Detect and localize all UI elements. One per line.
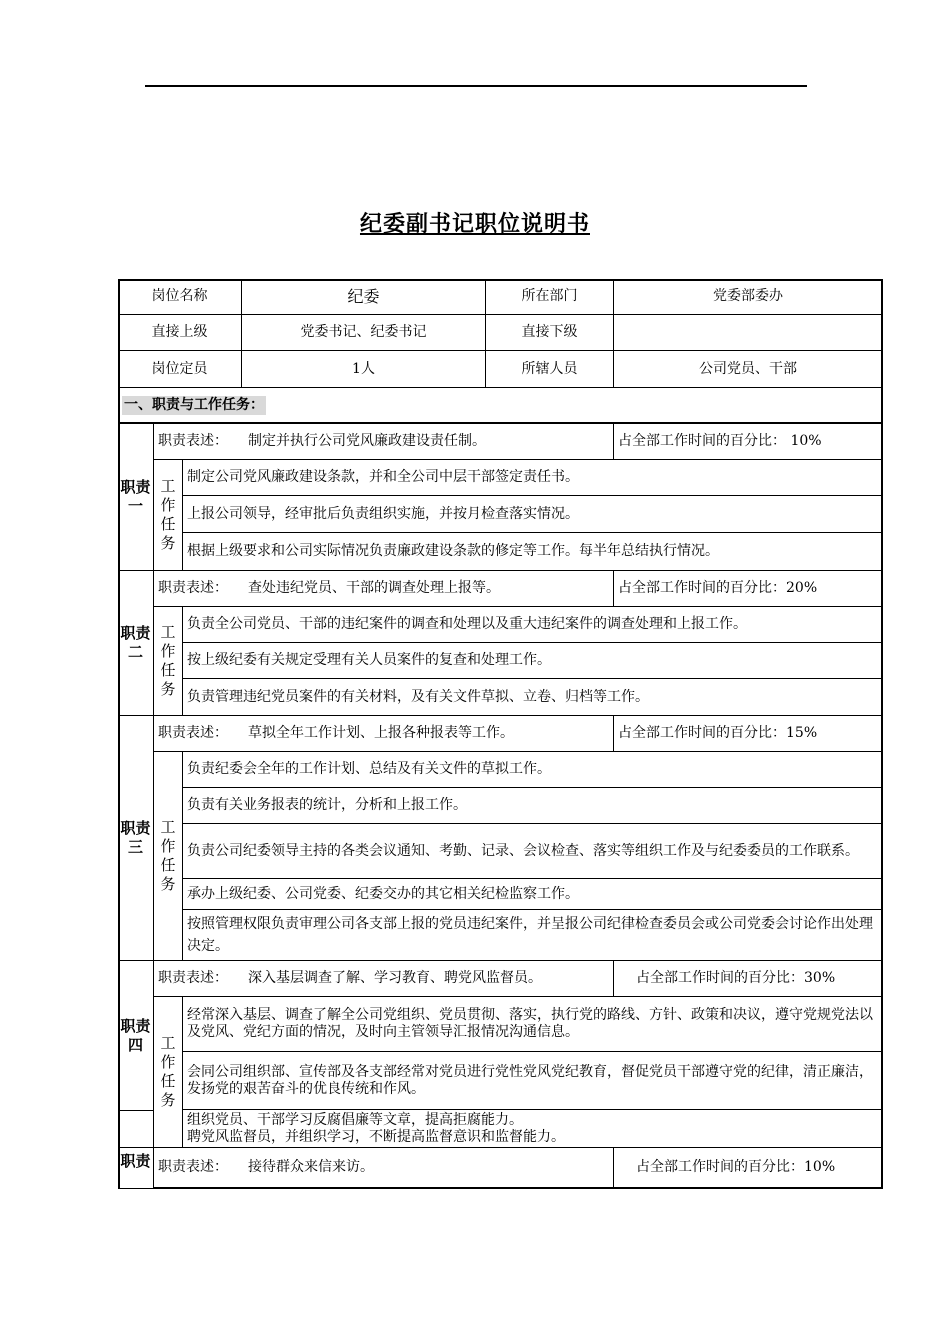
duty-4-task-2: 会同公司组织部、宣传部及各支部经常对党员进行党性党风党纪教育，督促党员干部遵守党的纪律，清正廉洁，发扬党的艰苦奋斗的优良传统和作风。 — [183, 1052, 883, 1110]
duty-3-label: 职责三 — [118, 716, 154, 961]
duty-1-percent: 占全部工作时间的百分比： 10% — [614, 424, 883, 460]
duty-4-task-3-line-1: 组织党员、干部学习反腐倡廉等文章，提高拒腐能力。 — [187, 1112, 523, 1128]
document-title: 纪委副书记职位说明书 — [359, 212, 590, 237]
duty-3-description: 职责表述： 草拟全年工作计划、上报各种报表等工作。 — [154, 716, 614, 752]
value-position-name: 纪委 — [242, 279, 486, 315]
duty-2-label: 职责二 — [118, 571, 154, 716]
label-direct-superior: 直接上级 — [118, 315, 242, 351]
duty-4-description: 职责表述： 深入基层调查了解、学习教育、聘党风监督员。 — [154, 961, 614, 997]
value-direct-superior: 党委书记、纪委书记 — [242, 315, 486, 351]
label-position-name: 岗位名称 — [118, 279, 242, 315]
duty-5-label: 职责 — [118, 1148, 154, 1189]
duty-3-task-1: 负责纪委会全年的工作计划、总结及有关文件的草拟工作。 — [183, 752, 883, 788]
duty-4-task-label: 工作任务 — [154, 997, 183, 1148]
value-headcount: 1人 — [242, 351, 486, 388]
duty-2-description: 职责表述： 查处违纪党员、干部的调查处理上报等。 — [154, 571, 614, 607]
duty-5-percent: 占全部工作时间的百分比：10% — [614, 1148, 883, 1189]
duty-4-percent: 占全部工作时间的百分比：30% — [614, 961, 883, 997]
duty-3-task-2: 负责有关业务报表的统计，分析和上报工作。 — [183, 788, 883, 824]
duty-2-task-1: 负责全公司党员、干部的违纪案件的调查和处理以及重大违纪案件的调查处理和上报工作。 — [183, 607, 883, 643]
duty-3-task-4: 承办上级纪委、公司党委、纪委交办的其它相关纪检监察工作。 — [183, 879, 883, 910]
duty-3-percent: 占全部工作时间的百分比：15% — [614, 716, 883, 752]
duty-1-task-label: 工作任务 — [154, 460, 183, 571]
duty-3-task-label: 工作任务 — [154, 752, 183, 961]
duty-2-percent: 占全部工作时间的百分比：20% — [614, 571, 883, 607]
duty-2-task-label: 工作任务 — [154, 607, 183, 716]
duty-5-description: 职责表述： 接待群众来信来访。 — [154, 1148, 614, 1189]
duty-1-task-2: 上报公司领导，经审批后负责组织实施，并按月检查落实情况。 — [183, 496, 883, 533]
duty-4-task-1: 经常深入基层、调查了解全公司党组织、党员贯彻、落实，执行党的路线、方针、政策和决议，遵守党规党法以及党风、党纪方面的情况，及时向主管领导汇报情况沟通信息。 — [183, 997, 883, 1052]
label-managed-staff: 所辖人员 — [486, 351, 614, 388]
duty-1-task-3: 根据上级要求和公司实际情况负责廉政建设条款的修定等工作。每半年总结执行情况。 — [183, 533, 883, 571]
header-rule — [145, 85, 807, 87]
duty-4-task-3-line-2: 聘党风监督员，并组织学习，不断提高监督意识和监督能力。 — [187, 1129, 565, 1145]
duty-2-task-3: 负责管理违纪党员案件的有关材料，及有关文件草拟、立卷、归档等工作。 — [183, 679, 883, 716]
label-department: 所在部门 — [486, 279, 614, 315]
duty-4-label-continued — [118, 1110, 154, 1148]
section-heading: 一、职责与工作任务： — [118, 388, 883, 424]
duty-4-task-3 — [183, 1110, 883, 1148]
duty-3-task-3: 负责公司纪委领导主持的各类会议通知、考勤、记录、会议检查、落实等组织工作及与纪委委员的工作联系。 — [183, 824, 883, 879]
value-department: 党委部委办 — [614, 279, 883, 315]
duty-1-label: 职责一 — [118, 424, 154, 571]
duty-1-description: 职责表述： 制定并执行公司党风廉政建设责任制。 — [154, 424, 614, 460]
duty-2-task-2: 按上级纪委有关规定受理有关人员案件的复查和处理工作。 — [183, 643, 883, 679]
label-direct-subordinate: 直接下级 — [486, 315, 614, 351]
duty-4-label: 职责四 — [118, 961, 154, 1110]
value-direct-subordinate — [614, 315, 883, 351]
value-managed-staff: 公司党员、干部 — [614, 351, 883, 388]
duty-3-task-5: 按照管理权限负责审理公司各支部上报的党员违纪案件，并呈报公司纪律检查委员会或公司党委会讨论作出处理决定。 — [183, 910, 883, 961]
label-headcount: 岗位定员 — [118, 351, 242, 388]
duty-1-task-1: 制定公司党风廉政建设条款，并和全公司中层干部签定责任书。 — [183, 460, 883, 496]
